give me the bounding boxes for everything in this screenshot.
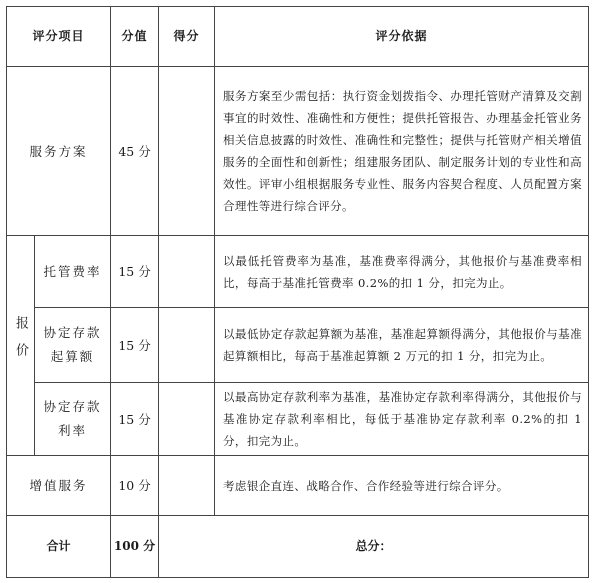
quote-label: 报价 <box>13 316 28 370</box>
item-deposit-threshold: 协定存款起算额 <box>43 325 102 364</box>
total-value: 100 分 <box>111 516 159 578</box>
total-score-label: 总分： <box>159 516 589 578</box>
table-row <box>7 236 589 308</box>
header-value: 分值 <box>111 7 159 67</box>
scoring-table-container <box>6 6 589 578</box>
table-row <box>7 383 589 456</box>
basis-service-plan: 服务方案至少需包括：执行资金划拨指令、办理托管财产清算及交割事宜的时效性、准确性和方便性；提供托管报告、办理基金托管业务相关信息披露的时效性、准确性和完整性；提供与托管财产相关增值服务的全面性和创新性；组建服务团队、制定服务计划的专业性和高效性。评审小组根据服务专业性、服务内容契合程度、人员配置方案合理性等进行综合评分。 <box>215 67 589 236</box>
item-service-plan: 服务方案 <box>7 67 111 236</box>
score-cell <box>159 456 215 516</box>
basis-deposit-threshold: 以最低协定存款起算额为基准，基准起算额得满分，其他报价与基准起算额相比，每高于基准起算额 2 万元的扣 1 分，扣完为止。 <box>215 308 589 383</box>
item-deposit-threshold-cell <box>35 308 111 383</box>
scoring-table <box>6 6 589 578</box>
value-value-added: 10 分 <box>111 456 159 516</box>
basis-value-added: 考虑银企直连、战略合作、合作经验等进行综合评分。 <box>215 456 589 516</box>
value-custody-fee: 15 分 <box>111 236 159 308</box>
header-item: 评分项目 <box>7 7 111 67</box>
score-cell <box>159 308 215 383</box>
quote-label-cell <box>7 236 35 456</box>
basis-deposit-rate: 以最高协定存款利率为基准，基准协定存款利率得满分，其他报价与基准协定存款利率相比，每低于基准协定存款利率 0.2%的扣 1 分，扣完为止。 <box>215 383 589 456</box>
table-header-row <box>7 7 589 67</box>
header-score: 得分 <box>159 7 215 67</box>
item-value-added: 增值服务 <box>7 456 111 516</box>
table-row <box>7 308 589 383</box>
item-deposit-rate-cell <box>35 383 111 456</box>
score-cell <box>159 67 215 236</box>
table-row <box>7 456 589 516</box>
basis-custody-fee: 以最低托管费率为基准，基准费率得满分，其他报价与基准费率相比，每高于基准托管费率 0.2%的扣 1 分，扣完为止。 <box>215 236 589 308</box>
header-basis: 评分依据 <box>215 7 589 67</box>
item-custody-fee-cell <box>35 236 111 308</box>
total-label: 合计 <box>7 516 111 578</box>
value-deposit-threshold: 15 分 <box>111 308 159 383</box>
item-custody-fee: 托管费率 <box>43 263 102 279</box>
value-service-plan: 45 分 <box>111 67 159 236</box>
value-deposit-rate: 15 分 <box>111 383 159 456</box>
item-deposit-rate: 协定存款利率 <box>43 399 102 438</box>
table-total-row <box>7 516 589 578</box>
table-row <box>7 67 589 236</box>
score-cell <box>159 383 215 456</box>
score-cell <box>159 236 215 308</box>
